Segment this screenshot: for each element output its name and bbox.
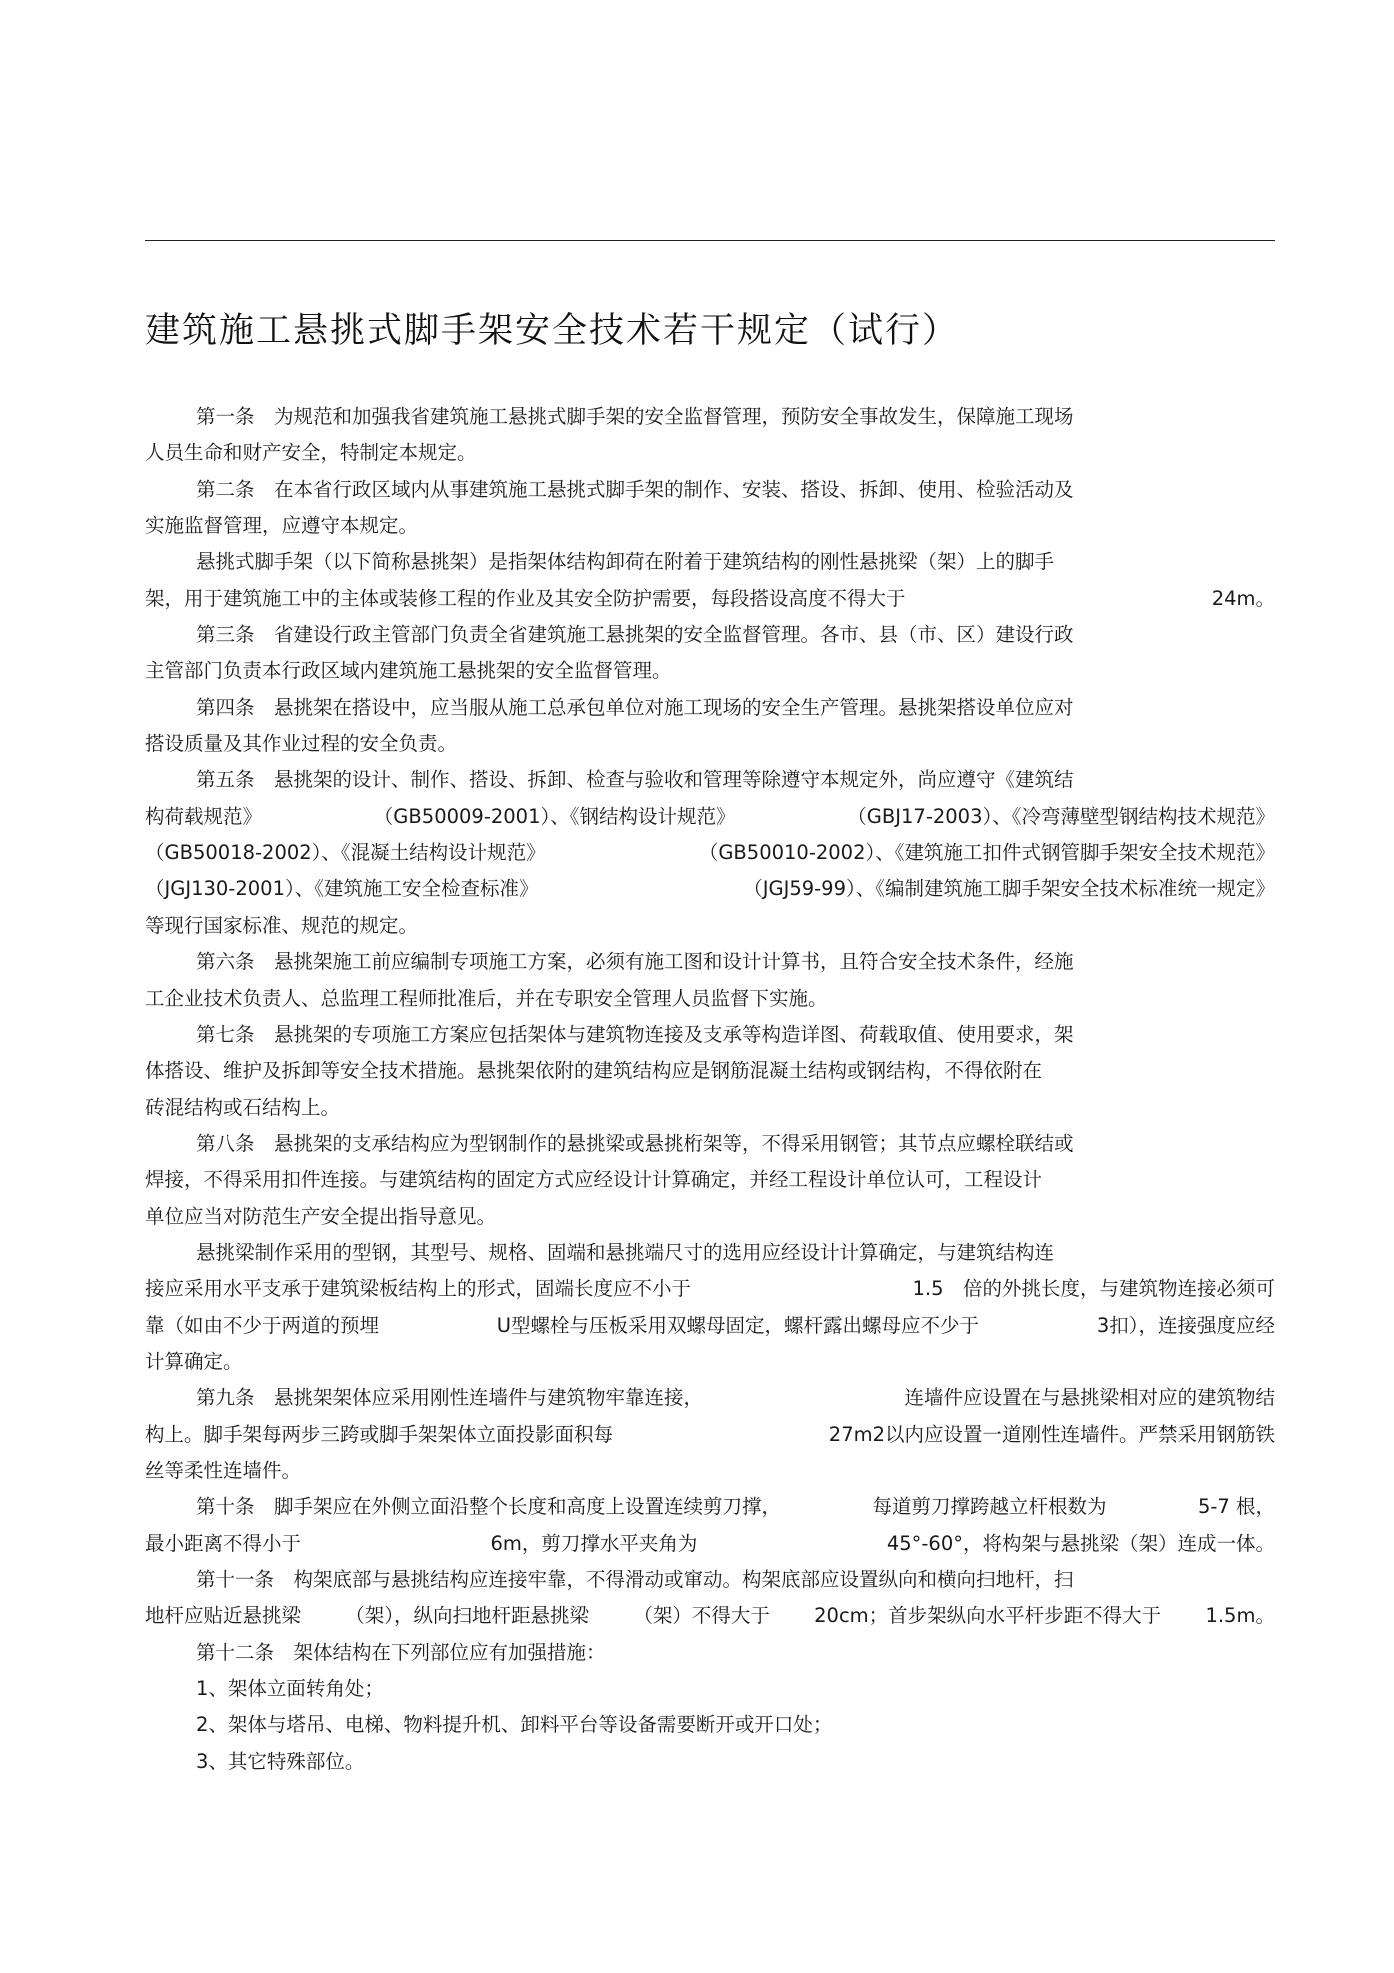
line-text: 第二条 在本省行政区域内从事建筑施工悬挑式脚手架的制作、安装、搭设、拆卸、使用、检验活动及 xyxy=(196,477,1074,501)
paragraph-line xyxy=(145,1526,1275,1562)
line-text: 人员生命和财产安全，特制定本规定。 xyxy=(145,441,477,465)
line-text: 主管部门负责本行政区域内建筑施工悬挑架的安全监督管理。 xyxy=(145,659,672,683)
header-rule xyxy=(145,240,1275,241)
line-text: 构荷载规范》 xyxy=(145,804,263,828)
paragraph-line xyxy=(145,690,1275,726)
paragraph-line xyxy=(145,472,1275,508)
paragraph-line xyxy=(145,508,1275,544)
line-text: 45°-60°，将构架与悬挑梁（架）连成一体。 xyxy=(886,1531,1275,1555)
paragraph-line xyxy=(145,435,1275,471)
document-body xyxy=(145,399,1275,1780)
line-text: 体搭设、维护及拆卸等安全技术措施。悬挑架依附的建筑结构应是钢筋混凝土结构或钢结构，不得依附在 xyxy=(145,1059,1043,1083)
line-text: 架，用于建筑施工中的主体或装修工程的作业及其安全防护需要，每段搭设高度不得大于 xyxy=(145,586,906,610)
paragraph-line xyxy=(145,1635,1275,1671)
paragraph-line xyxy=(145,835,1275,871)
line-text: 1、架体立面转角处； xyxy=(196,1677,384,1701)
paragraph-line xyxy=(145,762,1275,798)
paragraph-line xyxy=(145,1053,1275,1089)
line-text: （JGJ130-2001）、《建筑施工安全检查标准》 xyxy=(145,877,539,901)
line-text: （JGJ59-99）、《编制建筑施工脚手架安全技术标准统一规定》 xyxy=(743,877,1275,901)
line-text: 最小距离不得小于 xyxy=(145,1531,302,1555)
line-text: 20cm；首步架纵向水平杆步距不得大于 xyxy=(814,1604,1162,1628)
line-text: 第七条 悬挑架的专项施工方案应包括架体与建筑物连接及支承等构造详图、荷载取值、使用要求，架 xyxy=(196,1022,1074,1046)
line-text: 第五条 悬挑架的设计、制作、搭设、拆卸、检查与验收和管理等除遵守本规定外，尚应遵守《建筑结 xyxy=(196,768,1074,792)
line-text: （GBJ17-2003）、《冷弯薄壁型钢结构技术规范》 xyxy=(847,804,1275,828)
line-text: 第八条 悬挑架的支承结构应为型钢制作的悬挑梁或悬挑桁架等，不得采用钢管；其节点应螺栓联结或 xyxy=(196,1131,1074,1155)
line-text: 2、架体与塔吊、电梯、物料提升机、卸料平台等设备需要断开或开口处； xyxy=(196,1713,833,1737)
paragraph-line xyxy=(145,1199,1275,1235)
paragraph-line xyxy=(145,1235,1275,1271)
paragraph-line xyxy=(145,1162,1275,1198)
line-text: （GB50010-2002）、《建筑施工扣件式钢管脚手架安全技术规范》 xyxy=(698,841,1275,865)
line-text: 1.5 倍的外挑长度，与建筑物连接必须可 xyxy=(912,1277,1275,1301)
line-text: 3、其它特殊部位。 xyxy=(196,1749,365,1773)
line-text: 6m，剪刀撑水平夹角为 xyxy=(490,1531,698,1555)
line-text: 第三条 省建设行政主管部门负责全省建筑施工悬挑架的安全监督管理。各市、县（市、区）建设行政 xyxy=(196,623,1074,647)
line-text: U型螺栓与压板采用双螺母固定，螺杆露出螺母应不少于 xyxy=(496,1313,980,1337)
paragraph-line xyxy=(145,1126,1275,1162)
line-text: 单位应当对防范生产安全提出指导意见。 xyxy=(145,1204,497,1228)
line-text: 悬挑式脚手架（以下简称悬挑架）是指架体结构卸荷在附着于建筑结构的刚性悬挑梁（架）上的脚手 xyxy=(196,550,1055,574)
paragraph-line xyxy=(145,726,1275,762)
line-text: 第四条 悬挑架在搭设中，应当服从施工总承包单位对施工现场的安全生产管理。悬挑架搭设单位应对 xyxy=(196,695,1074,719)
paragraph-line xyxy=(145,871,1275,907)
line-text: 接应采用水平支承于建筑梁板结构上的形式，固端长度应不小于 xyxy=(145,1277,692,1301)
line-text: 27m2以内应设置一道刚性连墙件。严禁采用钢筋铁 xyxy=(828,1422,1275,1446)
line-text: （架）不得大于 xyxy=(633,1604,770,1628)
paragraph-line xyxy=(145,1707,1275,1743)
paragraph-line xyxy=(145,1344,1275,1380)
line-text: 计算确定。 xyxy=(145,1349,243,1373)
line-text: 工企业技术负责人、总监理工程师批准后，并在专职安全管理人员监督下实施。 xyxy=(145,986,828,1010)
line-text: 第十条 脚手架应在外侧立面沿整个长度和高度上设置连续剪刀撑， xyxy=(196,1495,782,1519)
line-text: 悬挑梁制作采用的型钢，其型号、规格、固端和悬挑端尺寸的选用应经设计计算确定，与建筑结构连 xyxy=(196,1240,1055,1264)
paragraph-line xyxy=(145,544,1275,580)
paragraph-line xyxy=(145,399,1275,435)
paragraph-line xyxy=(145,944,1275,980)
paragraph-line xyxy=(145,799,1275,835)
line-text: 3扣），连接强度应经 xyxy=(1096,1313,1275,1337)
line-text: 地杆应贴近悬挑梁 xyxy=(145,1604,302,1628)
line-text: （架），纵向扫地杆距悬挑梁 xyxy=(345,1604,590,1628)
paragraph-line xyxy=(145,1017,1275,1053)
paragraph-line xyxy=(145,1744,1275,1780)
line-text: 1.5m。 xyxy=(1205,1604,1275,1628)
line-text: 等现行国家标准、规范的规定。 xyxy=(145,913,419,937)
line-text: 丝等柔性连墙件。 xyxy=(145,1458,302,1482)
document-title: 建筑施工悬挑式脚手架安全技术若干规定（试行） xyxy=(145,311,960,351)
line-text: 24m。 xyxy=(1211,586,1275,610)
line-text: 第十一条 构架底部与悬挑结构应连接牢靠，不得滑动或窜动。构架底部应设置纵向和横向扫地杆，扫 xyxy=(196,1568,1074,1591)
paragraph-line xyxy=(145,617,1275,653)
line-text: （GB50009-2001）、《钢结构设计规范》 xyxy=(373,804,736,828)
line-text: 第六条 悬挑架施工前应编制专项施工方案，必须有施工图和设计计算书，且符合安全技术条件，经施 xyxy=(196,950,1074,974)
paragraph-line xyxy=(145,1598,1275,1634)
paragraph-line xyxy=(145,581,1275,617)
line-text: 靠（如由不少于两道的预埋 xyxy=(145,1313,380,1337)
line-text: 砖混结构或石结构上。 xyxy=(145,1095,341,1119)
paragraph-line xyxy=(145,908,1275,944)
paragraph-line xyxy=(145,653,1275,689)
paragraph-line xyxy=(145,1489,1275,1525)
line-text: （GB50018-2002）、《混凝土结构设计规范》 xyxy=(145,841,546,865)
line-text: 5-7 根， xyxy=(1197,1495,1275,1519)
line-text: 第十二条 架体结构在下列部位应有加强措施： xyxy=(196,1640,606,1664)
line-text: 第九条 悬挑架架体应采用刚性连墙件与建筑物牢靠连接， xyxy=(196,1386,704,1410)
paragraph-line xyxy=(145,1271,1275,1307)
paragraph-line xyxy=(145,1308,1275,1344)
paragraph-line xyxy=(145,1671,1275,1707)
paragraph-line xyxy=(145,1380,1275,1416)
line-text: 第一条 为规范和加强我省建筑施工悬挑式脚手架的安全监督管理，预防安全事故发生，保障施工现场 xyxy=(196,405,1074,428)
paragraph-line xyxy=(145,1417,1275,1453)
line-text: 搭设质量及其作业过程的安全负责。 xyxy=(145,732,458,756)
paragraph-line xyxy=(145,1090,1275,1126)
line-text: 实施监督管理，应遵守本规定。 xyxy=(145,514,419,538)
line-text: 每道剪刀撑跨越立杆根数为 xyxy=(872,1495,1107,1519)
paragraph-line xyxy=(145,1562,1275,1598)
line-text: 连墙件应设置在与悬挑梁相对应的建筑物结 xyxy=(904,1386,1275,1410)
paragraph-line xyxy=(145,981,1275,1017)
line-text: 焊接，不得采用扣件连接。与建筑结构的固定方式应经设计计算确定，并经工程设计单位认可，工程设计 xyxy=(145,1168,1043,1192)
line-text: 构上。脚手架每两步三跨或脚手架架体立面投影面积每 xyxy=(145,1422,614,1446)
paragraph-line xyxy=(145,1453,1275,1489)
